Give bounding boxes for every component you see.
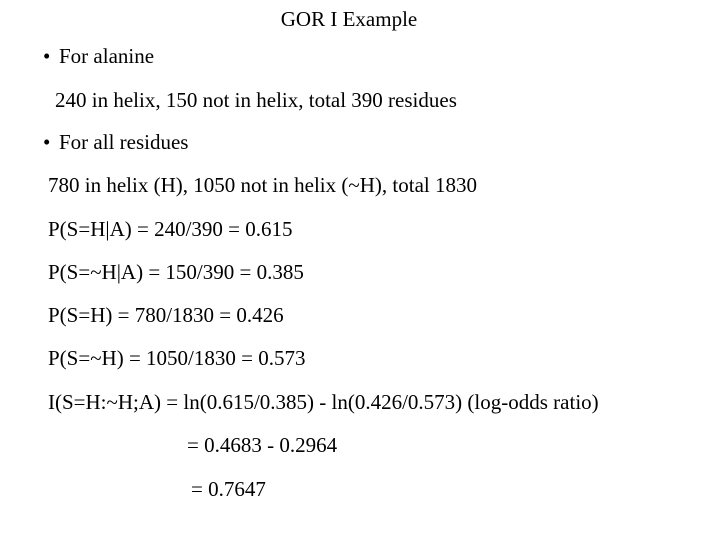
slide-title: GOR I Example bbox=[280, 7, 418, 31]
bullet-text: For alanine bbox=[59, 44, 155, 68]
equation-p-h-given-a: P(S=H|A) = 240/390 = 0.615 bbox=[48, 217, 293, 241]
equation-p-not-h: P(S=~H) = 1050/1830 = 0.573 bbox=[48, 346, 306, 370]
bullet-item-alanine bbox=[43, 43, 154, 69]
all-residue-counts: 780 in helix (H), 1050 not in helix (~H), total 1830 bbox=[48, 173, 477, 197]
equation-step-1: = 0.4683 - 0.2964 bbox=[187, 433, 338, 457]
equation-p-h: P(S=H) = 780/1830 = 0.426 bbox=[48, 303, 284, 327]
equation-p-not-h-given-a: P(S=~H|A) = 150/390 = 0.385 bbox=[48, 260, 304, 284]
bullet-text: For all residues bbox=[59, 130, 189, 154]
equation-result: = 0.7647 bbox=[191, 477, 266, 501]
equation-information: I(S=H:~H;A) = ln(0.615/0.385) - ln(0.426/0.573) (log-odds ratio) bbox=[48, 390, 599, 414]
bullet-icon: • bbox=[43, 44, 51, 68]
bullet-icon: • bbox=[43, 130, 51, 154]
alanine-counts: 240 in helix, 150 not in helix, total 390 residues bbox=[55, 88, 457, 112]
bullet-item-all-residues bbox=[43, 129, 188, 155]
